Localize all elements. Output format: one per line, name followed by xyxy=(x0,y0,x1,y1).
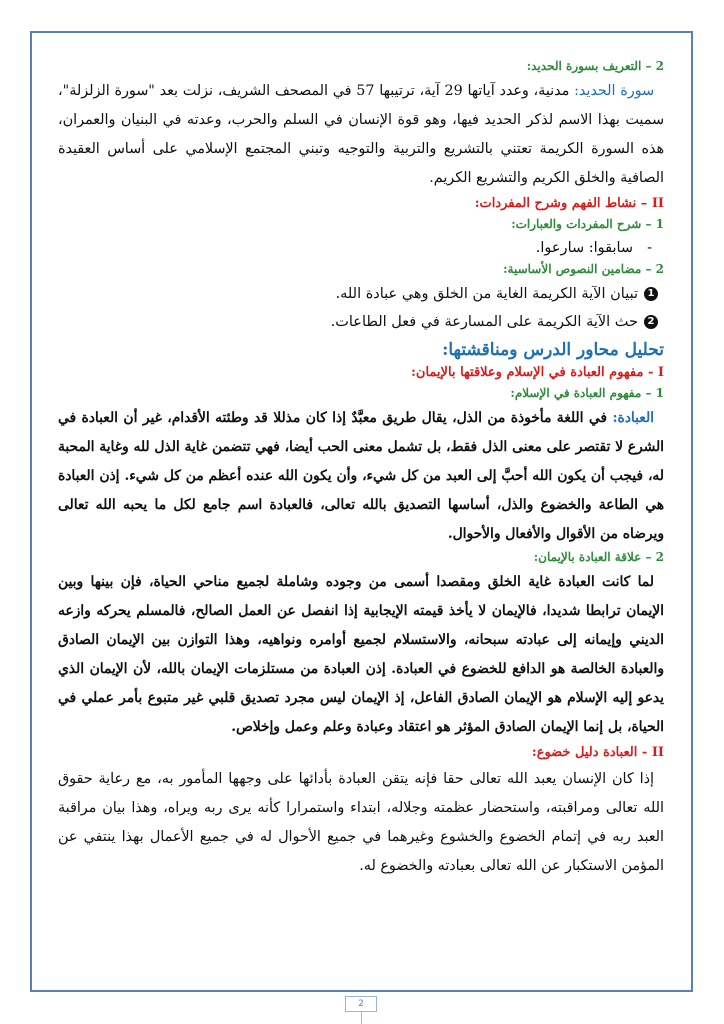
concept-text: في اللغة مأخوذة من الذل، يقال طريق معبَّدٌ إذا كان مذللا قد وطئته الأقدام، غير أن العبادة في الشرع لا تقتصر على معنى الذل فقط، بل تشمل معنى الحب أيضا، فهي تتضمن غاية الذل لله وغاية المحبة له، فيجب أن يكون الله أحبَّ إلى العبد من كل شيء، وأن يكون الله عنده أعظم من كل شيء. إذن العبادة هي الطاعة والخضوع والذل، أساسها التصديق بالله تعالى، فالعبادة اسم جامع لكل ما يحبه الله تعالى ويرضاه من الأقوال والأفعال والأحوال. xyxy=(58,410,664,542)
contents-item-text: حث الآية الكريمة على المسارعة في فعل الطاعات. xyxy=(330,314,638,330)
part1-heading: I - مفهوم العبادة في الإسلام وعلاقتها بالإيمان: xyxy=(411,365,664,380)
understanding-heading: II – نشاط الفهم وشرح المفردات: xyxy=(474,196,664,211)
contents-item xyxy=(58,308,664,336)
surah-name-label: سورة الحديد: xyxy=(574,83,654,99)
page-content xyxy=(58,58,664,881)
number-bullet-icon: 1 xyxy=(644,287,658,301)
surah-intro-text: مدنية، وعدد آياتها 29 آية، ترتيبها 57 في المصحف الشريف، نزلت بعد "سورة الزلزلة"، سميت بهذا الاسم لذكر الحديد فيها، وهو قوة الإنسان في السلم والحرب، وعدته في البنيان والعمران، هذه السورة الكريمة تعتني بالتشريع والتربية والتوجيه وتبني المجتمع الإسلامي على أساس العقيدة الصافية والخلق الكريم والتشريع الكريم. xyxy=(58,83,664,186)
surah-intro-heading: 2 – التعريف بسورة الحديد: xyxy=(526,59,664,73)
number-bullet-icon: 2 xyxy=(644,315,658,329)
contents-item xyxy=(58,280,664,308)
concept-paragraph xyxy=(58,404,664,549)
part2-paragraph: إذا كان الإنسان يعبد الله تعالى حقا فإنه يتقن العبادة بأدائها على وجهها المأمور به، مع رعاية حقوق الله تعالى ومراقبته، واستحضار عظمته وجلاله، ابتداء واستمرارا كأنه يرى ربه ويراه، وهذا بيان مراقبة العبد ربه في إتمام الخضوع والخشوع وغيرهما في جميع الأحوال له في جميع الأعمال بهذا ينتفي عن المؤمن الاستكبار عن الله تعالى بعبادته والخضوع له. xyxy=(58,771,664,874)
page-number: 2 xyxy=(345,996,377,1012)
concept-lead: العبادة: xyxy=(612,410,654,426)
analysis-title: تحليل محاور الدرس ومناقشتها: xyxy=(442,340,664,360)
relation-heading: 2 – علاقة العبادة بالإيمان: xyxy=(533,550,664,564)
surah-intro-paragraph xyxy=(58,77,664,193)
relation-paragraph: لما كانت العبادة غاية الخلق ومقصدا أسمى من وجوده وشاملة لجميع مناحي الحياة، فإن بينها وبين الإيمان ترابطا شديدا، فالإيمان لا يأخذ قيمته الإيجابية إذا انفصل عن العمل الصالح، فالمسلم يحركه وازعه الديني وإيمانه إلى عبادته سبحانه، والاستسلام لجميع أوامره ونواهيه، وهذا التوازن بين الإيمان الصادق والعبادة الخالصة هو الدافع للخضوع في العبادة. إذن العبادة من مستلزمات الإيمان بالله، لأن الإيمان الذي يدعو إليه الإسلام هو الإيمان الصادق الفاعل، إذ الإيمان ليس مجرد تصديق قلبي غير متبوع بأمر عملي في الحياة، بل إنما الإيمان الصادق المؤثر هو اعتقاد وعبادة وعلم وعمل وإخلاص. xyxy=(58,574,664,735)
page-number-tick xyxy=(361,1012,362,1024)
contents-item-text: تبيان الآية الكريمة الغاية من الخلق وهي عبادة الله. xyxy=(335,286,638,302)
vocab-item xyxy=(58,235,664,261)
part2-heading: II - العبادة دليل خضوع: xyxy=(531,745,664,760)
dash-marker: - xyxy=(647,240,652,256)
vocab-item-text: سابقوا: سارعوا. xyxy=(535,240,634,256)
vocab-heading: 1 – شرح المفردات والعبارات: xyxy=(511,217,664,231)
concept-heading: 1 – مفهوم العبادة في الإسلام: xyxy=(510,386,664,400)
contents-heading: 2 – مضامين النصوص الأساسية: xyxy=(503,262,664,276)
